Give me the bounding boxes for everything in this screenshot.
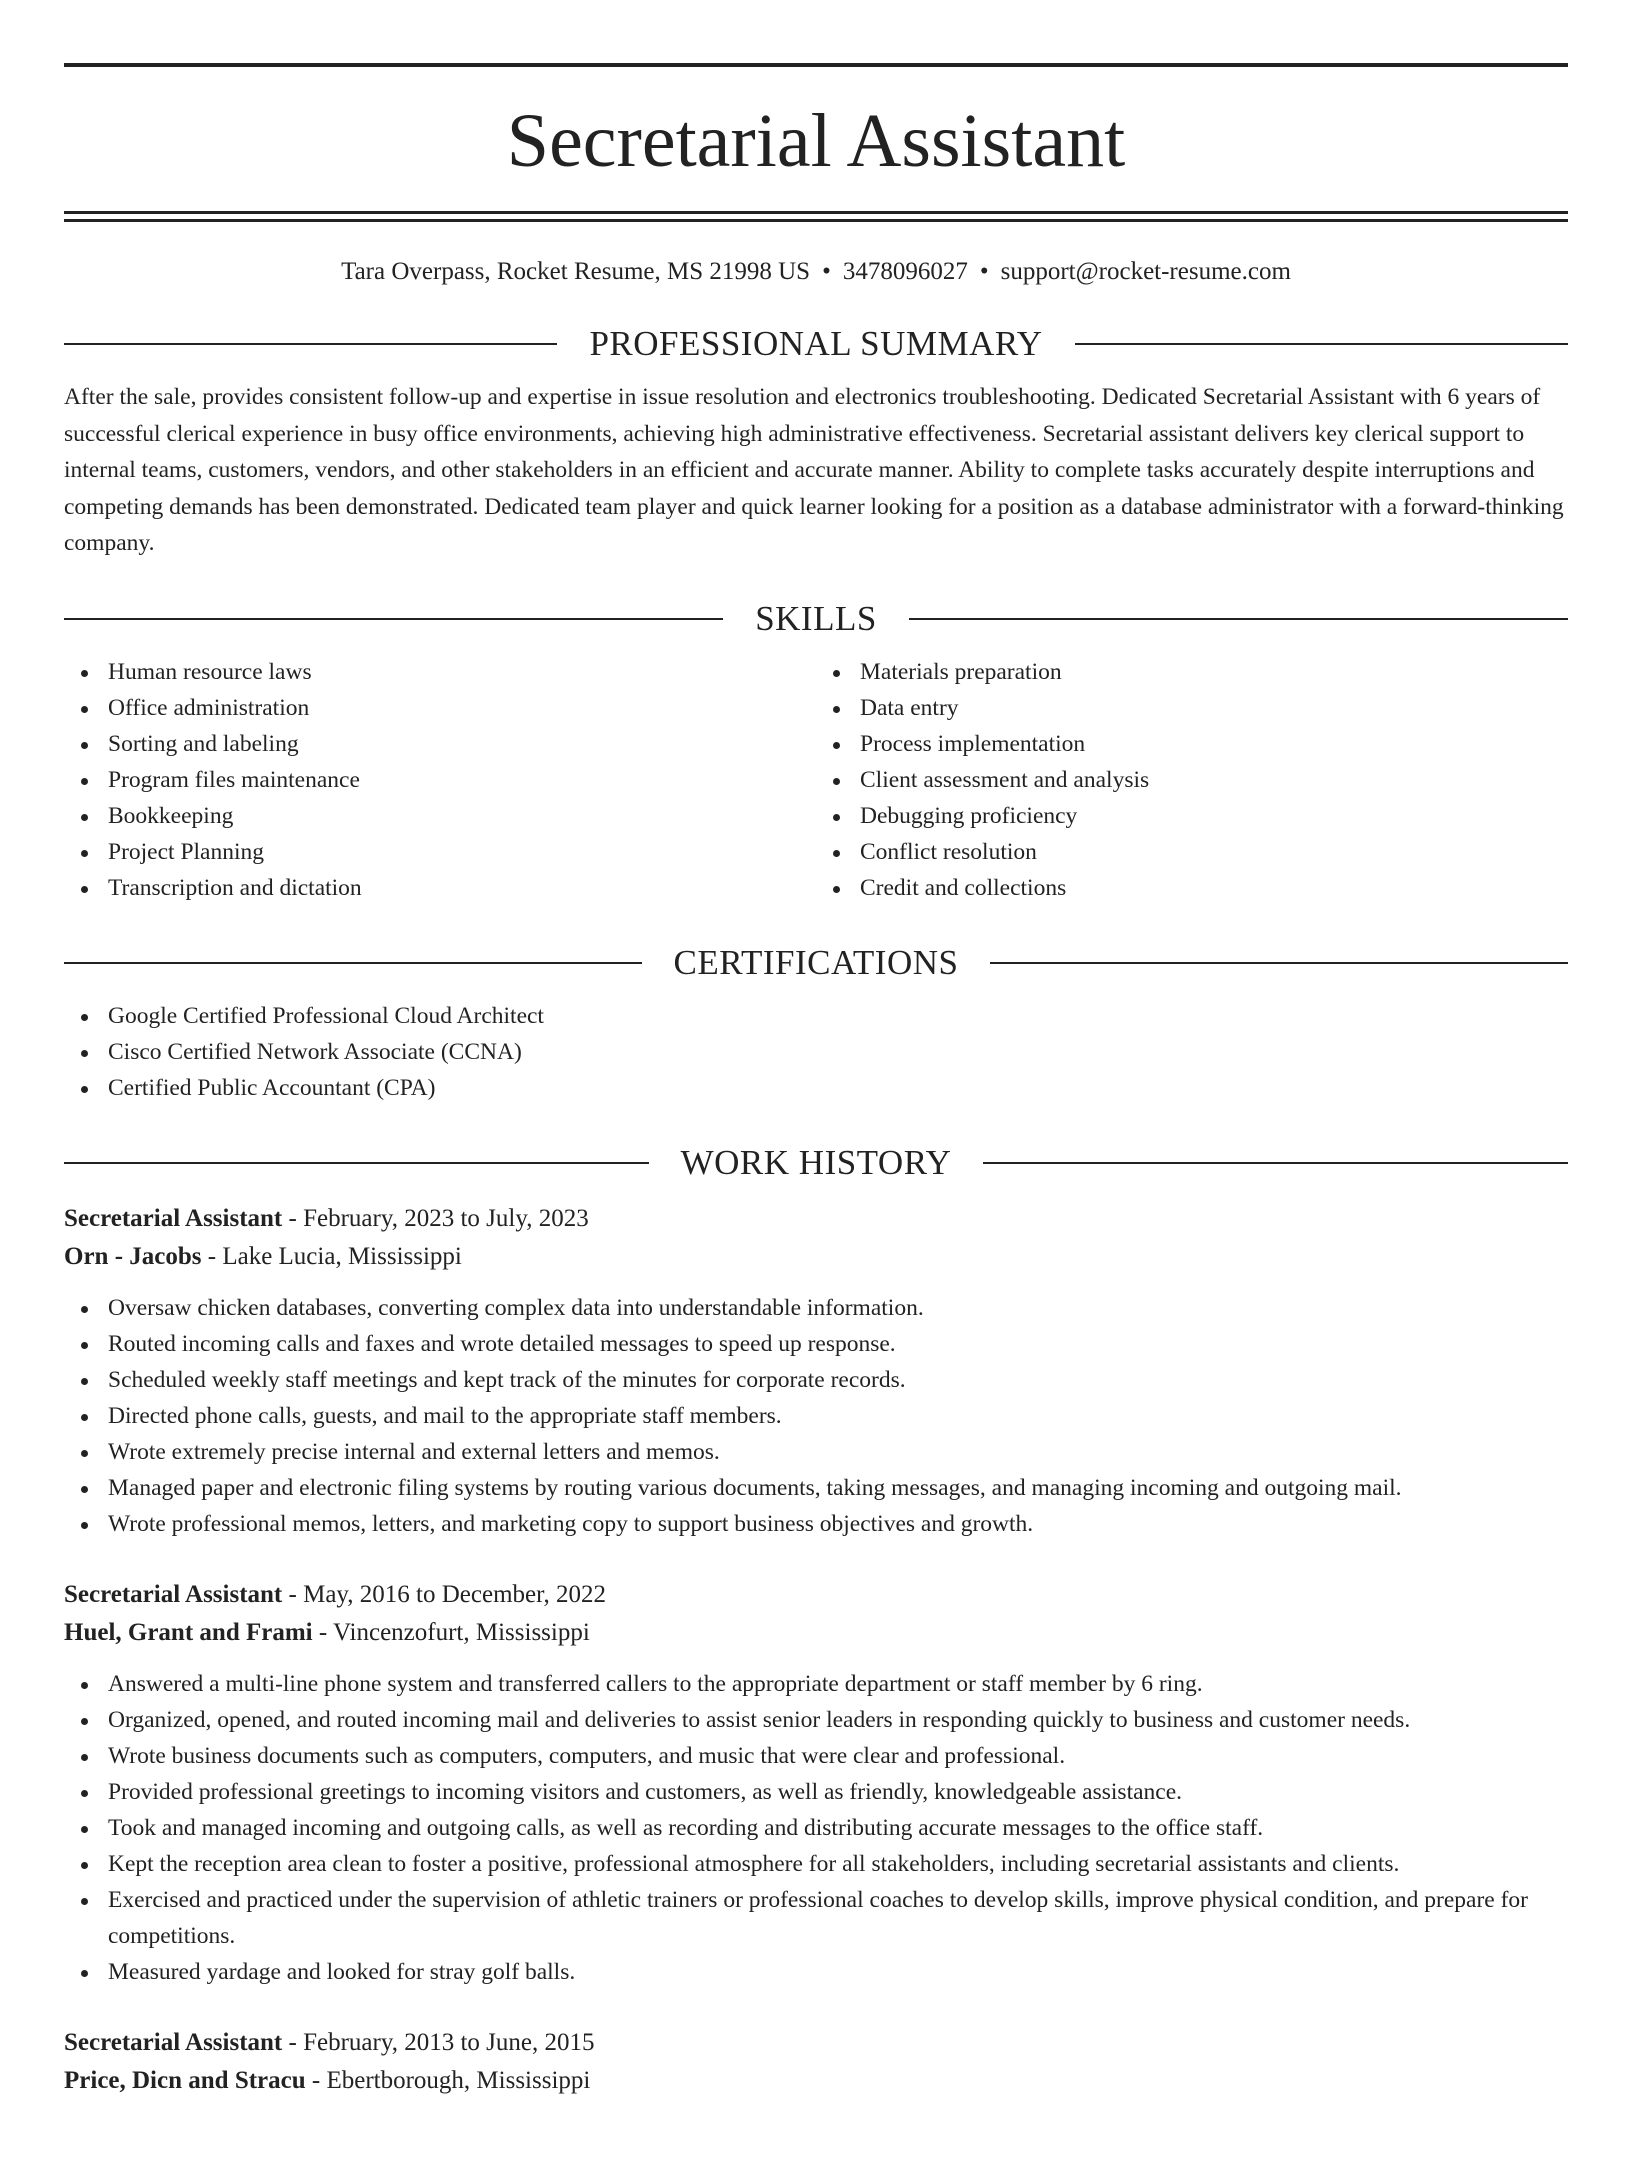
skill-item: Program files maintenance bbox=[64, 762, 816, 798]
job-role: Secretarial Assistant bbox=[64, 2028, 283, 2056]
job-duty: Organized, opened, and routed incoming mail and deliveries to assist senior leaders in responding quickly to business and customer needs. bbox=[64, 1702, 1568, 1738]
contact-line bbox=[64, 257, 1568, 287]
job-duties-list bbox=[64, 1666, 1568, 1990]
skill-item: Process implementation bbox=[816, 726, 1568, 762]
job-company-line bbox=[64, 2062, 1568, 2100]
job-role: Secretarial Assistant bbox=[64, 1204, 283, 1232]
job-duty: Routed incoming calls and faxes and wrote detailed messages to speed up response. bbox=[64, 1326, 1568, 1362]
header-rule bbox=[64, 211, 1568, 214]
skills-section-header bbox=[64, 598, 1568, 640]
contact-address: Tara Overpass, Rocket Resume, MS 21998 US bbox=[341, 258, 811, 285]
skills-list bbox=[64, 654, 1568, 906]
skill-item: Client assessment and analysis bbox=[816, 762, 1568, 798]
certifications-section-header bbox=[64, 942, 1568, 984]
contact-separator: • bbox=[822, 258, 831, 285]
skill-item: Human resource laws bbox=[64, 654, 816, 690]
job-dates: - February, 2013 to June, 2015 bbox=[282, 2028, 595, 2056]
job-duty: Managed paper and electronic filing systems by routing various documents, taking messages, and managing incoming and outgoing mail. bbox=[64, 1470, 1568, 1506]
header-rule bbox=[64, 219, 1568, 222]
job-duty: Oversaw chicken databases, converting complex data into understandable information. bbox=[64, 1290, 1568, 1326]
resume-name: Secretarial Assistant bbox=[506, 99, 1126, 183]
section-rule bbox=[990, 962, 1568, 964]
summary-title: PROFESSIONAL SUMMARY bbox=[589, 324, 1043, 363]
skill-item: Bookkeeping bbox=[64, 798, 816, 834]
job-location: - Vincenzofurt, Mississippi bbox=[312, 1618, 590, 1646]
job-company-line bbox=[64, 1614, 1568, 1652]
skill-item: Sorting and labeling bbox=[64, 726, 816, 762]
job-company: Price, Dicn and Stracu bbox=[64, 2066, 306, 2094]
summary-text: After the sale, provides consistent follow-up and expertise in issue resolution and electronics troubleshooting. Dedicated Secretarial Assistant with 6 years of successful clerical experience in busy office environments, achieving high administrative effectiveness. Secretarial assistant delivers key clerical support to internal teams, customers, vendors, and other stakeholders in an efficient and accurate manner. Ability to complete tasks accurately despite interruptions and competing demands has been demonstrated. Dedicated team player and quick learner looking for a position as a database administrator with a forward-thinking company. bbox=[64, 384, 1564, 556]
job-dates: - May, 2016 to December, 2022 bbox=[282, 1580, 606, 1608]
job-entry bbox=[64, 1576, 1568, 1990]
summary-section-header bbox=[64, 323, 1568, 365]
skill-item: Credit and collections bbox=[816, 870, 1568, 906]
skill-item: Materials preparation bbox=[816, 654, 1568, 690]
job-duty: Wrote professional memos, letters, and marketing copy to support business objectives and growth. bbox=[64, 1506, 1568, 1542]
section-rule bbox=[909, 618, 1568, 620]
job-location: - Lake Lucia, Mississippi bbox=[201, 1242, 462, 1270]
skills-column-left bbox=[64, 654, 816, 906]
work-history-section-header bbox=[64, 1142, 1568, 1184]
certification-item: Google Certified Professional Cloud Architect bbox=[64, 998, 1568, 1034]
skill-item: Transcription and dictation bbox=[64, 870, 816, 906]
job-duty: Answered a multi-line phone system and transferred callers to the appropriate department or staff member by 6 ring. bbox=[64, 1666, 1568, 1702]
section-rule bbox=[64, 1162, 649, 1164]
job-dates: - February, 2023 to July, 2023 bbox=[282, 1204, 589, 1232]
job-title-line bbox=[64, 1200, 1568, 1238]
skill-item: Project Planning bbox=[64, 834, 816, 870]
job-duty: Measured yardage and looked for stray golf balls. bbox=[64, 1954, 1568, 1990]
top-rule bbox=[64, 63, 1568, 67]
skills-title: SKILLS bbox=[755, 598, 877, 638]
section-rule bbox=[983, 1162, 1568, 1164]
skill-item: Data entry bbox=[816, 690, 1568, 726]
contact-email[interactable]: support@rocket-resume.com bbox=[1000, 258, 1291, 285]
contact-phone[interactable]: 3478096027 bbox=[842, 258, 968, 285]
job-company: Orn - Jacobs bbox=[64, 1242, 202, 1270]
job-location: - Ebertborough, Mississippi bbox=[305, 2066, 591, 2094]
section-rule bbox=[64, 343, 557, 345]
job-company-line bbox=[64, 1238, 1568, 1276]
section-rule bbox=[64, 962, 642, 964]
skills-column-right bbox=[816, 654, 1568, 906]
certifications-list bbox=[64, 998, 1568, 1106]
job-duty: Scheduled weekly staff meetings and kept track of the minutes for corporate records. bbox=[64, 1362, 1568, 1398]
skill-item: Debugging proficiency bbox=[816, 798, 1568, 834]
section-rule bbox=[64, 618, 723, 620]
job-duty: Wrote business documents such as computers, computers, and music that were clear and professional. bbox=[64, 1738, 1568, 1774]
job-title-line bbox=[64, 2024, 1568, 2062]
job-title-line bbox=[64, 1576, 1568, 1614]
certifications-title: CERTIFICATIONS bbox=[673, 942, 959, 982]
skill-item: Conflict resolution bbox=[816, 834, 1568, 870]
work-history-title: WORK HISTORY bbox=[680, 1142, 952, 1182]
job-duty: Kept the reception area clean to foster a positive, professional atmosphere for all stakeholders, including secretarial assistants and clients. bbox=[64, 1846, 1568, 1882]
job-company: Huel, Grant and Frami bbox=[64, 1618, 313, 1646]
certification-item: Certified Public Accountant (CPA) bbox=[64, 1070, 1568, 1106]
job-duty: Directed phone calls, guests, and mail to the appropriate staff members. bbox=[64, 1398, 1568, 1434]
job-duty: Exercised and practiced under the supervision of athletic trainers or professional coaches to develop skills, improve physical condition, and prepare for competitions. bbox=[64, 1882, 1568, 1954]
job-duty: Provided professional greetings to incoming visitors and customers, as well as friendly, knowledgeable assistance. bbox=[64, 1774, 1568, 1810]
job-entry bbox=[64, 1200, 1568, 1542]
job-role: Secretarial Assistant bbox=[64, 1580, 283, 1608]
resume-page bbox=[0, 63, 1632, 2175]
skill-item: Office administration bbox=[64, 690, 816, 726]
job-duty: Wrote extremely precise internal and external letters and memos. bbox=[64, 1434, 1568, 1470]
contact-separator: • bbox=[979, 258, 989, 285]
job-duties-list bbox=[64, 1290, 1568, 1542]
section-rule bbox=[1075, 343, 1568, 345]
certification-item: Cisco Certified Network Associate (CCNA) bbox=[64, 1034, 1568, 1070]
job-entry bbox=[64, 2024, 1568, 2100]
job-duty: Took and managed incoming and outgoing calls, as well as recording and distributing accurate messages to the office staff. bbox=[64, 1810, 1568, 1846]
